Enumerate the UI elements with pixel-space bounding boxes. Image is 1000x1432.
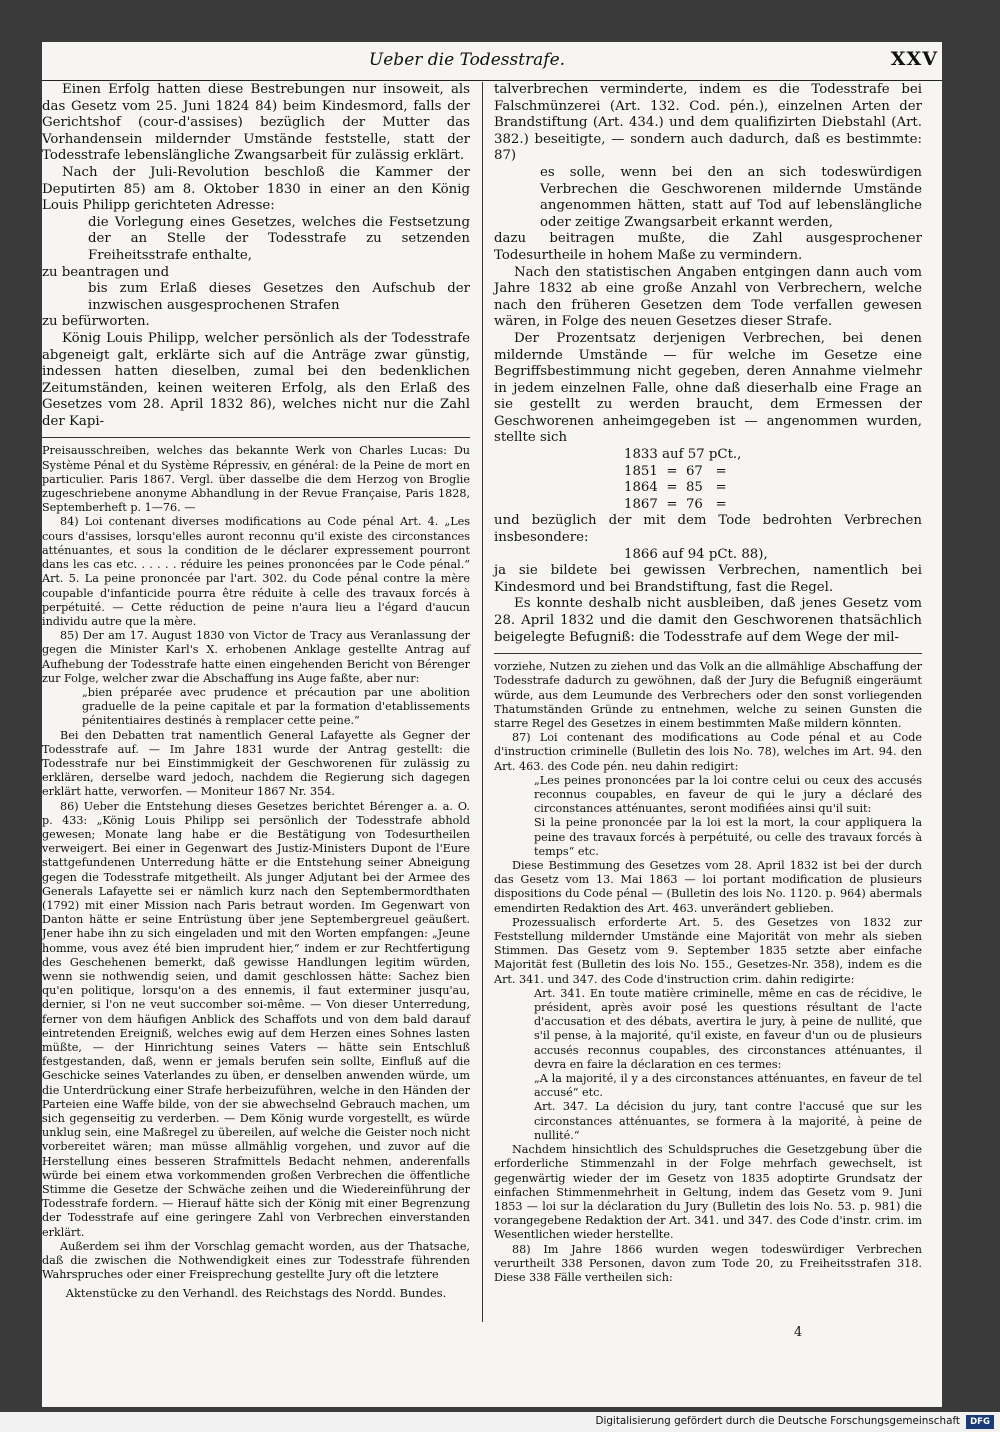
- stats-unit: =: [715, 480, 727, 496]
- footnotes-right: [494, 660, 922, 1285]
- running-head: [42, 48, 942, 76]
- stats-unit: =: [715, 496, 727, 512]
- paragraph: talverbrechen verminderte, indem es die Todesstrafe bei Falschmünzerei (Art. 132. Cod. pén.), einzelnen Arten der Brandstiftung (Art. 434.) und dem qualifizirten Diebstahl (Art. 382.) beseitigte, — sondern auch dadurch, daß es bestimmte: 87): [494, 82, 922, 164]
- footnote: Prozessualisch erforderte Art. 5. des Gesetzes von 1832 zur Feststellung mildernder Umstände eine Majorität von mehr als sieben Stimmen. Das Gesetz vom 9. September 1835 setzte aber einfache Majorität fest (Bulletin des lois No. 155., Gesetzes-Nr. 358), indem es die Art. 341. und 347. des Code d'instruction crim. dahin redigirte:: [494, 915, 922, 986]
- footnotes-left: [42, 444, 470, 1300]
- stats-year: 1867: [624, 496, 658, 512]
- stats-value: 67: [685, 463, 703, 479]
- stats-row: [494, 480, 922, 497]
- footnote-quote: „Les peines prononcées par la loi contre celui ou ceux des accusés reconnus coupables, en faveur de qui le jury a déclaré des circonstances atténuantes, seront modifiées ainsi qu'il suit:: [534, 773, 922, 816]
- stats-table: [494, 447, 922, 513]
- column-divider: [482, 82, 483, 1322]
- footnote-rule: [42, 437, 470, 438]
- footnote: Bei den Debatten trat namentlich General Lafayette als Gegner der Todesstrafe auf. — Im Jahre 1831 wurde der Antrag gestellt: die Todesstrafe nur bei Einstimmigkeit der Geschworenen für zulässig zu erklären, derselbe ward jedoch, nachdem die Regierung sich dagegen erklärt hatte, verworfen. — Moniteur 1867 Nr. 354.: [42, 728, 470, 799]
- footnote-quote: Art. 347. La décision du jury, tant contre l'accusé que sur les circonstances atténuantes, se formera à la majorité, à peine de nullité.“: [534, 1100, 922, 1142]
- paragraph: zu befürworten.: [42, 314, 150, 330]
- paragraph: König Louis Philipp, welcher persönlich als der Todesstrafe abgeneigt galt, erklärte sich auf die Anträge zwar günstig, indessen hatten dieselben, zumal bei den bedenklichen Zeitumständen, keinen weiteren Erfolg, als den Erlaß des Gesetzes vom 28. April 1832 86), welches nicht nur die Zahl der Kapi-: [42, 330, 470, 429]
- indented-quote: bis zum Erlaß dieses Gesetzes den Aufschub der inzwischen ausgesprochenen Strafen: [88, 281, 470, 313]
- stats-year: 1833: [624, 447, 658, 463]
- footnote: 87) Loi contenant des modifications au Code pénal et au Code d'instruction criminelle (Bulletin des lois No. 78), welches im Art. 94. den Art. 463. des Code pén. neu dahin redigirt:: [494, 731, 922, 773]
- footnote: 88) Im Jahre 1866 wurden wegen todeswürdiger Verbrechen verurtheilt 338 Personen, davon zum Tode 20, zu Freiheitsstrafen 318. Diese 338 Fälle vertheilen sich:: [494, 1242, 922, 1284]
- footnote: 86) Ueber die Entstehung dieses Gesetzes berichtet Bérenger a. a. O. p. 433: „König Louis Philipp sei persönlich der Todesstrafe abhold gewesen; Monate lang habe er die Bestätigung von Todesurtheilen verweigert. Bei einer in Gegenwart des Justiz-Ministers Dupont de l'Eure stattgefundenen Unterredung hätte er die Entstehung seiner Abneigung gegen die Todesstrafe mitgetheilt. Als junger Adjutant bei der Armee des Generals Lafayette sei er nämlich kurz nach den Septembermordthaten (1792) mit einer Mission nach Paris betraut worden. Im Gegenwart von Danton hätte er seine Entrüstung über jene Septembergreuel geäußert. Jener habe ihn zu sich eingeladen und mit den Worten empfangen: „Jeune homme, vous avez été bien imprudent hier,“ indem er zur Rechtfertigung des Geschehenen bemerkt, daß gewisse Handlungen legitim würden, wenn sie nothwendig seien, und damit geschlossen hätte: Sachez bien qu'en politique, lorsqu'on a des ennemis, il faut exterminer jusqu'au, dernier, si l'on ne veut succomber soi-même. — Von dieser Unterredung, ferner von dem häufigen Anblick des Schaffots und von dem bald darauf eintretenden Ereigniß, welches ewig auf dem Herzen eines Sohnes lasten müßte, — der Hinrichtung seines Vaters — hätte sein Entschluß festgestanden, daß, wenn er jemals berufen sein sollte, Einfluß auf die Geschicke seines Vaterlandes zu üben, er denselben anwenden würde, um die Unterdrückung einer Strafe herbeizuführen, welche in den Händen der Parteien eine Waffe bilde, von der sie abwechselnd Gebrauch machen, um sich gegenseitig zu verderben. — Dem König wurde vorgestellt, es würde unklug sein, eine Maßregel zu übereilen, auf welche die Geister noch nicht vorbereitet wären; man müsse allmählig vorgehen, und zuvor auf die Herstellung eines besseren Strafmittels Bedacht nehmen, anderenfalls würde bei einem etwa vorkommenden großen Verbrechen die öffentliche Stimme die Gesetze der Schwäche zeihen und die Wiedereinführung der Todesstrafe fordern. — Hierauf hätte sich der König mit einer Begrenzung der Todesstrafe auf eine geringere Zahl von Verbrechen einverstanden erklärt.: [42, 799, 470, 1239]
- paragraph: Nach der Juli-Revolution beschloß die Kammer der Deputirten 85) am 8. Oktober 1830 in einer an den König Louis Philipp gerichteten Adresse:: [42, 164, 470, 214]
- page-number: XXV: [890, 48, 938, 70]
- footnote-quote: „A la majorité, il y a des circonstances atténuantes, en faveur de tel accusé“ etc.: [534, 1072, 922, 1100]
- footnote: Nachdem hinsichtlich des Schuldspruches die Gesetzgebung über die erforderliche Stimmenzahl in der Folge mehrfach gewechselt, ist gegenwärtig wieder der im Gesetz von 1835 adoptirte Grundsatz der einfachen Stimmenmehrheit in Geltung, indem das Gesetz vom 9. Juni 1853 — loi sur la déclaration du Jury (Bulletin des lois No. 53. p. 981) die vorangegebene Redaktion der Art. 341. und 347. des Code d'instr. crim. im Wesentlichen wieder herstellte.: [494, 1143, 922, 1242]
- paragraph: zu beantragen und: [42, 264, 170, 280]
- footnote-quote: Art. 341. En toute matière criminelle, même en cas de récidive, le président, après avoir posé les questions résultant de l'acte d'accusation et des débats, avertira le jury, à peine de nullité, que s'il pense, à la majorité, qu'il existe, en faveur d'un ou de plusieurs accusés reconnus coupables, des circonstances atténuantes, il devra en faire la déclaration en ces termes:: [534, 986, 922, 1071]
- stats-row: [494, 497, 922, 514]
- stats-word: =: [666, 463, 678, 479]
- footnote: vorziehe, Nutzen zu ziehen und das Volk an die allmählige Abschaffung der Todesstrafe dadurch zu gewöhnen, daß der Jury die Befugniß eingeräumt würde, aus dem Leumunde des Verbrechers oder den sonst vorliegenden Thatumständen Gründe zu entnehmen, welche zu seinen Gunsten die starre Regel des Gesetzes in einem bestimmten Maße mildern könnten.: [494, 660, 922, 730]
- footnote: Diese Bestimmung des Gesetzes vom 28. April 1832 ist bei der durch das Gesetz vom 13. Mai 1863 — loi portant modification de plusieurs dispositions du Code pénal — (Bulletin des lois No. 1120. p. 964) abermals emendirten Redaktion des Art. 463. unverändert geblieben.: [494, 859, 922, 915]
- stats-word: =: [666, 496, 678, 512]
- stats-value: 57: [687, 447, 705, 463]
- footer-bar: [0, 1412, 1000, 1432]
- stats-word: =: [666, 480, 678, 496]
- stats-value: 76: [685, 496, 703, 512]
- footnote: 85) Der am 17. August 1830 von Victor de Tracy aus Veranlassung der gegen die Minister Karl's X. erhobenen Anklage gestellte Antrag auf Aufhebung der Todesstrafe hatte einen eingehenden Bericht von Bérenger zur Folge, welcher zwar die Abschaffung ins Auge faßte, aber nur:: [42, 629, 470, 685]
- stats-word: auf: [662, 447, 684, 463]
- footnote: 84) Loi contenant diverses modifications au Code pénal Art. 4. „Les cours d'assises, lorsqu'elles auront reconnu qu'il existe des circonstances atténuantes, et sous la condition de le déclarer expressement pourront dans les cas etc. . . . . . réduire les peines prononcées par le Code pénal.“ Art. 5. La peine prononcée par l'art. 302. du Code pénal contre la mère coupable d'infanticide pourra être réduite à celle des travaux forcés à perpétuité. — Cette réduction de peine n'aura lieu a l'égard d'aucun individu autre que la mère.: [42, 515, 470, 628]
- footer-credit: Digitalisierung gefördert durch die Deutsche Forschungsgemeinschaft: [595, 1415, 960, 1427]
- stats-row: [494, 464, 922, 481]
- paragraph: Es konnte deshalb nicht ausbleiben, daß jenes Gesetz vom 28. April 1832 und die damit den Geschworenen thatsächlich beigelegte Befugniß: die Todesstrafe auf dem Wege der mil-: [494, 596, 922, 645]
- page-sheet: [42, 42, 942, 1407]
- paragraph: dazu beitragen mußte, die Zahl ausgesprochener Todesurtheile in hohem Maße zu vermindern.: [494, 231, 922, 263]
- bottom-line: Aktenstücke zu den Verhandl. des Reichstags des Nordd. Bundes.: [65, 1286, 447, 1301]
- footnote: Außerdem sei ihm der Vorschlag gemacht worden, aus der Thatsache, daß die zwischen die Nothwendigkeit eines zur Todesstrafe führenden Wahrspruches oder einer Freisprechung gestellte Jury oft die letztere: [42, 1239, 470, 1282]
- stats-value: 85: [685, 480, 703, 496]
- paragraph: ja sie bildete bei gewissen Verbrechen, namentlich bei Kindesmord und bei Brandstiftung, fast die Regel.: [494, 563, 922, 595]
- stats-year: 1864: [624, 480, 658, 496]
- paragraph: Der Prozentsatz derjenigen Verbrechen, bei denen mildernde Umstände — für welche im Gesetze eine Begriffsbestimmung nicht gegeben, deren Annahme vielmehr in jedem einzelnen Falle, ohne daß dieserhalb eine Frage an sie gestellt zu werden braucht, dem Ermessen der Geschworenen anheimgegeben ist — angenommen wurden, stellte sich: [494, 330, 922, 446]
- indented-quote: die Vorlegung eines Gesetzes, welches die Festsetzung der an Stelle der Todesstrafe zu setzenden Freiheitsstrafe enthalte,: [88, 214, 470, 263]
- footnote: Preisausschreiben, welches das bekannte Werk von Charles Lucas: Du Système Pénal et du Système Répressiv, en général: de la Peine de mort en particulier. Paris 1867. Vergl. über dasselbe die dem Herzog von Broglie zugeschriebene anonyme Abhandlung in der Revue Française, Paris 1828, Septemberheft p. 1—76. —: [42, 444, 470, 515]
- footnote-quote: Si la peine prononcée par la loi est la mort, la cour appliquera la peine des travaux forcés à perpétuité, ou celle des travaux forcés à temps“ etc.: [534, 816, 922, 858]
- footnote-quote: „bien préparée avec prudence et précaution par une abolition graduelle de la peine capitale et par la formation d'etablissements pénitentiaires destinés à remplacer cette peine.“: [82, 685, 470, 728]
- right-column: [494, 82, 922, 1285]
- dfg-logo-icon: DFG: [966, 1415, 994, 1429]
- header-rule: [42, 80, 942, 81]
- stats-row-1866: 1866 auf 94 pCt. 88),: [624, 546, 768, 562]
- stats-unit: pCt.,: [708, 447, 742, 463]
- left-column: [42, 82, 470, 1301]
- footnote-rule: [494, 653, 922, 654]
- paragraph: und bezüglich der mit dem Tode bedrohten Verbrechen insbesondere:: [494, 513, 922, 546]
- signature-mark: 4: [794, 1325, 803, 1340]
- paragraph: Nach den statistischen Angaben entgingen dann auch vom Jahre 1832 ab eine große Anzahl von Verbrechern, welche nach den früheren Gesetzen dem Tode verfallen gewesen wären, in Folge des neuen Gesetzes dieser Strafe.: [494, 264, 922, 330]
- stats-row: [494, 447, 922, 464]
- indented-quote: es solle, wenn bei den an sich todeswürdigen Verbrechen die Geschworenen mildernde Umstände angenommen hätten, statt auf Tod auf lebenslängliche oder zeitige Zwangsarbeit erkannt werden,: [540, 164, 922, 230]
- stats-unit: =: [715, 463, 727, 479]
- stats-year: 1851: [624, 463, 658, 479]
- running-title: Ueber die Todesstrafe.: [368, 50, 566, 70]
- paragraph: Einen Erfolg hatten diese Bestrebungen nur insoweit, als das Gesetz vom 25. Juni 1824 84) beim Kindesmord, falls der Gerichtshof (cour-d'assises) bezüglich der Mutter das Vorhandensein mildernder Umstände feststelle, statt der Todesstrafe lebenslängliche Zwangsarbeit für zulässig erklärt.: [42, 82, 470, 164]
